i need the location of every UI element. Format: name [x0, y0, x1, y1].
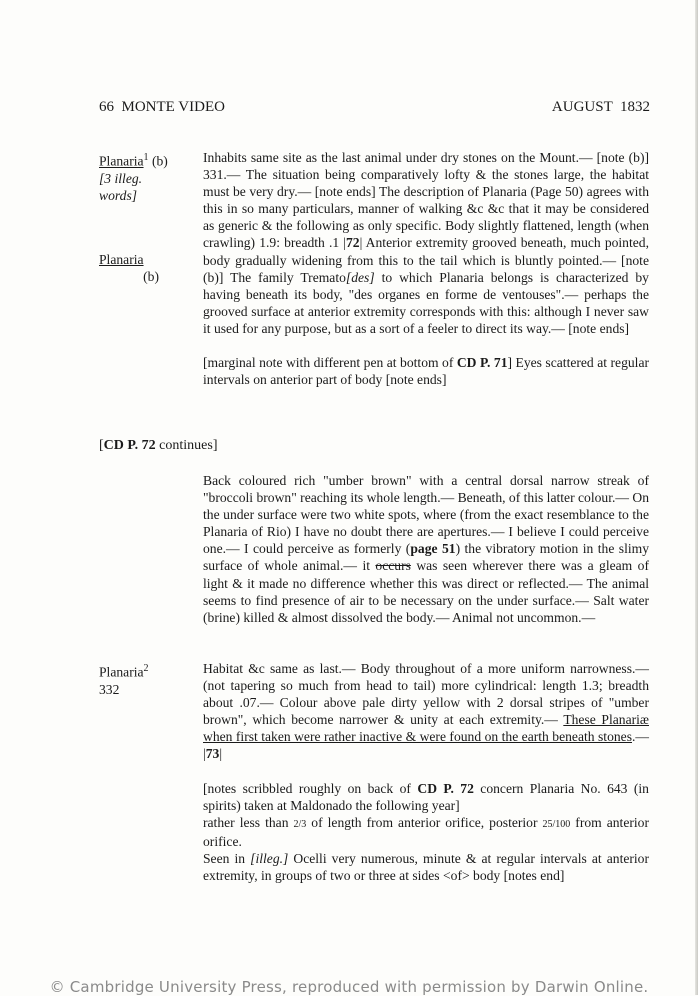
margin-planaria-1: Planaria$^1$ (b)	[99, 152, 168, 169]
entry3-margin	[99, 660, 199, 698]
margin-planaria-b: Planaria	[99, 252, 144, 267]
entry3-seen: Seen in [illeg.] Ocelli very numerous, minute & at regular intervals at anterior extremity, in groups of two or three at sides <of> body [notes end]	[203, 850, 650, 884]
entry2-paragraph: Back coloured rich "umber brown" with a central dorsal narrow streak of "broccoli brown" reaching its whole length.— Beneath, of this latter colour.— On the under surface were two white spots, where (from the exact resemblance to the Planaria of Rio) I have no doubt there are apertures.— I believe I could perceive one.— I could perceive as formerly (page 51) the vibratory motion in the slimy surface of whole animal.— it occurs was seen wherever there was a gleam of light & it made no difference whether this was direct or reflected.— The animal seems to find presence of air to be necessary on the under surface.— Salt water (brine) killed & almost dissolved the body.— Animal not uncommon.—	[203, 473, 649, 625]
entry2-body	[203, 472, 649, 626]
entry1-margin-b	[99, 251, 199, 285]
entry1-margin	[99, 149, 199, 204]
margin-planaria-2: Planaria$^2$	[99, 663, 149, 680]
header-right: AUGUST 1832	[551, 99, 650, 115]
entry3-notes: [notes scribbled roughly on back of CD P. 72 concern Planaria No. 643 (in spirits) taken at Maldonado the following year]	[203, 780, 649, 813]
entry3-paragraph: Habitat &c same as last.— Body throughout of a more uniform narrowness.— (not tapering so much from head to tail) more cylindrical: length 1.3; breadth about .07.— Colour above pale dirty yellow with 2 dorsal stripes of "umber brown", which become narrower & unity at each extremity.— These Planariæ when first taken were rather inactive & were found on the earth beneath stones.— |73|	[203, 661, 649, 762]
header-left: 66 MONTE VIDEO	[99, 99, 225, 115]
entry1-body	[203, 149, 649, 388]
margin-illeg-1: [3 illeg.	[99, 170, 143, 186]
continues-line: [CD P. 72 continues]	[99, 438, 218, 453]
margin-illeg-2: words]	[99, 187, 138, 203]
entry3-body	[203, 660, 649, 884]
entry1-marginal-note: [marginal note with different pen at bottom of CD P. 71] Eyes scattered at regular intervals on anterior part of body [note ends]	[203, 355, 649, 388]
entry3-rather: rather less than 2/3 of length from anterior orifice, posterior 25/100 from anterior orifice.	[203, 814, 649, 849]
running-header	[99, 99, 650, 117]
entry1-paragraph: Inhabits same site as the last animal under dry stones on the Mount.— [note (b)] 331.— The situation being comparatively lofty & the stones large, the habitat must be very dry.— [note ends] The description of Planaria (Page 50) agrees with this in so many particulars, manner of walking &c &c that it may be considered as generic & the following as only specific. Body slightly flattened, length (when crawling) 1.9: breadth .1 |72| Anterior extremity grooved beneath, much pointed, body gradually widening from this to the tail which is bluntly pointed.— [note (b)] The family Tremato[des] to which Planaria belongs is characterized by having beneath its body, "des organes en forme de ventouses".— perhaps the grooved surface at anterior extremity corresponds with this: although I never saw it used for any purpose, but as a sort of a feeler to direct its way.— [note ends]	[203, 150, 649, 336]
copyright-footer: © Cambridge University Press, reproduced with permission by Darwin Online.	[49, 978, 649, 996]
margin-b-label: (b)	[143, 269, 159, 285]
margin-number-332: 332	[99, 681, 120, 697]
